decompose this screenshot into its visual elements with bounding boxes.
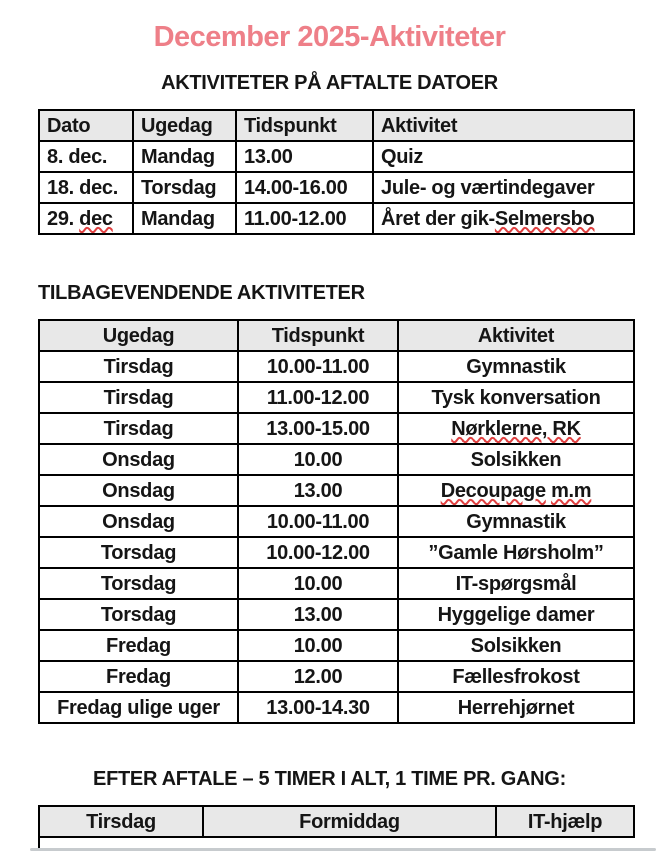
table-cell bbox=[398, 351, 634, 382]
table-cell bbox=[238, 475, 398, 506]
table-row bbox=[39, 599, 634, 630]
misspelled-text: dec bbox=[79, 207, 113, 230]
misspelled-text: Selmersbo bbox=[494, 207, 595, 230]
table-cell bbox=[238, 382, 398, 413]
cell-text: Gymnastik bbox=[466, 355, 566, 378]
cell-text: Gymnastik bbox=[466, 510, 566, 533]
table-row bbox=[39, 630, 634, 661]
column-header: IT-hjælp bbox=[496, 806, 634, 837]
table-cell bbox=[236, 203, 373, 234]
cell-text: Tirsdag bbox=[103, 386, 174, 409]
table-cell bbox=[39, 203, 133, 234]
table-row bbox=[39, 351, 634, 382]
table-cell bbox=[238, 506, 398, 537]
cell-text: 10.00 bbox=[293, 572, 343, 595]
page-title: December 2025-Aktiviteter bbox=[153, 21, 506, 53]
cell-text: 18. dec. bbox=[47, 176, 118, 199]
cell-text: 10.00-11.00 bbox=[266, 355, 370, 378]
table-row bbox=[39, 537, 634, 568]
cell-text: Onsdag bbox=[102, 448, 175, 471]
cell-text: Solsikken bbox=[470, 634, 562, 657]
misspelled-text: m.m bbox=[551, 479, 592, 502]
table-cell bbox=[373, 203, 634, 234]
column-header: Formiddag bbox=[203, 806, 496, 837]
cell-text: Onsdag bbox=[102, 479, 175, 502]
table-cell bbox=[39, 568, 238, 599]
table-cell bbox=[39, 630, 238, 661]
cell-text: Tysk konversation bbox=[431, 386, 601, 409]
table-cell bbox=[238, 661, 398, 692]
column-header: Ugedag bbox=[39, 320, 238, 351]
cell-text: Torsdag bbox=[141, 176, 217, 199]
column-header: Aktivitet bbox=[398, 320, 634, 351]
table-row bbox=[39, 475, 634, 506]
cell-text: Jule- og værtindegaver bbox=[381, 176, 595, 199]
table-cell bbox=[39, 475, 238, 506]
cell-text: Quiz bbox=[381, 145, 424, 168]
cell-text: Torsdag bbox=[100, 572, 177, 595]
table-row bbox=[39, 382, 634, 413]
table-cell bbox=[39, 141, 133, 172]
cell-text: IT-spørgsmål bbox=[455, 572, 577, 595]
table-row bbox=[39, 444, 634, 475]
cell-text: Året der gik- bbox=[381, 207, 495, 230]
table-cell bbox=[238, 444, 398, 475]
table-cell bbox=[39, 599, 238, 630]
page-bottom-divider bbox=[30, 848, 656, 851]
table-row bbox=[39, 506, 634, 537]
cell-text: Fredag ulige uger bbox=[57, 696, 220, 719]
cell-text: Fællesfrokost bbox=[452, 665, 580, 688]
table-cell bbox=[238, 599, 398, 630]
cell-text: Mandag bbox=[141, 145, 215, 168]
table-cell bbox=[238, 692, 398, 723]
by-appointment-section-heading: EFTER AFTALE – 5 TIMER I ALT, 1 TIME PR. GANG: bbox=[93, 768, 566, 790]
table-cell bbox=[398, 506, 634, 537]
cell-text: ”Gamle Hørsholm” bbox=[428, 541, 604, 564]
scheduled-section-heading: AKTIVITETER PÅ AFTALTE DATOER bbox=[161, 72, 498, 94]
table-cell bbox=[398, 475, 634, 506]
cell-text: 8. dec. bbox=[47, 145, 108, 168]
cell-text: Tirsdag bbox=[103, 417, 174, 440]
table-cell bbox=[238, 537, 398, 568]
table-cell bbox=[398, 537, 634, 568]
cell-text: 10.00-12.00 bbox=[266, 541, 370, 564]
header-row bbox=[39, 110, 634, 141]
table-cell bbox=[133, 141, 236, 172]
table-cell bbox=[133, 203, 236, 234]
cell-text: Mandag bbox=[141, 207, 215, 230]
cell-text: 10.00 bbox=[293, 634, 343, 657]
table-row bbox=[39, 661, 634, 692]
recurring-section-heading: TILBAGEVENDENDE AKTIVITETER bbox=[38, 282, 365, 304]
cell-text: 10.00-11.00 bbox=[266, 510, 370, 533]
column-header: Aktivitet bbox=[373, 110, 634, 141]
table-cell bbox=[398, 692, 634, 723]
table-row bbox=[39, 141, 634, 172]
column-header: Tidspunkt bbox=[236, 110, 373, 141]
table-cell bbox=[39, 444, 238, 475]
table-cell bbox=[238, 351, 398, 382]
table-cell bbox=[398, 444, 634, 475]
cell-text: 11.00-12.00 bbox=[244, 207, 347, 230]
cell-text: 12.00 bbox=[293, 665, 343, 688]
cell-text: Torsdag bbox=[100, 603, 177, 626]
column-header: Ugedag bbox=[133, 110, 236, 141]
scheduled-activities-table bbox=[38, 109, 635, 235]
cell-text: 29. bbox=[47, 207, 80, 230]
table-cell bbox=[236, 172, 373, 203]
cell-text: 13.00 bbox=[293, 603, 343, 626]
cell-text: Hyggelige damer bbox=[437, 603, 595, 626]
cell-text: Fredag bbox=[106, 665, 171, 688]
table-row bbox=[39, 413, 634, 444]
column-header: Tirsdag bbox=[39, 806, 203, 837]
column-header: Tidspunkt bbox=[238, 320, 398, 351]
cell-text: 13.00 bbox=[244, 145, 293, 168]
table-cell bbox=[39, 382, 238, 413]
table-cell bbox=[238, 413, 398, 444]
table-cell bbox=[133, 172, 236, 203]
table-cell bbox=[238, 630, 398, 661]
cell-text: 13.00-14.30 bbox=[266, 696, 370, 719]
cell-text: 13.00-15.00 bbox=[266, 417, 370, 440]
table-cell bbox=[39, 172, 133, 203]
table-cell bbox=[373, 141, 634, 172]
table-cell bbox=[39, 537, 238, 568]
misspelled-text: Nørklerne, RK bbox=[451, 417, 581, 440]
cell-text: Onsdag bbox=[102, 510, 175, 533]
cell-text: 11.00-12.00 bbox=[266, 386, 370, 409]
table-cell bbox=[238, 568, 398, 599]
cell-text: 10.00 bbox=[293, 448, 343, 471]
by-appointment-table bbox=[38, 805, 635, 838]
table-cell bbox=[373, 172, 634, 203]
table-cell bbox=[39, 661, 238, 692]
table-cell bbox=[39, 506, 238, 537]
cell-text: 14.00-16.00 bbox=[244, 176, 348, 199]
table-cell bbox=[398, 382, 634, 413]
cell-text: Tirsdag bbox=[103, 355, 174, 378]
table-row bbox=[39, 172, 634, 203]
table-cell bbox=[398, 661, 634, 692]
table-row bbox=[39, 692, 634, 723]
misspelled-text: Decoupage bbox=[440, 479, 546, 502]
cell-text: Fredag bbox=[106, 634, 171, 657]
table-cell bbox=[39, 692, 238, 723]
table-cell bbox=[236, 141, 373, 172]
table-cell bbox=[39, 413, 238, 444]
recurring-activities-table bbox=[38, 319, 635, 724]
table-cell bbox=[398, 599, 634, 630]
cell-text: 13.00 bbox=[293, 479, 343, 502]
table-row bbox=[39, 203, 634, 234]
table-cell bbox=[398, 413, 634, 444]
cell-text: Solsikken bbox=[470, 448, 562, 471]
table-cell bbox=[398, 630, 634, 661]
cell-text: Herrehjørnet bbox=[457, 696, 575, 719]
table-row bbox=[39, 568, 634, 599]
table-cell bbox=[398, 568, 634, 599]
header-row bbox=[39, 320, 634, 351]
cell-text: Torsdag bbox=[100, 541, 177, 564]
header-row bbox=[39, 806, 634, 837]
column-header: Dato bbox=[39, 110, 133, 141]
table-cell bbox=[39, 351, 238, 382]
